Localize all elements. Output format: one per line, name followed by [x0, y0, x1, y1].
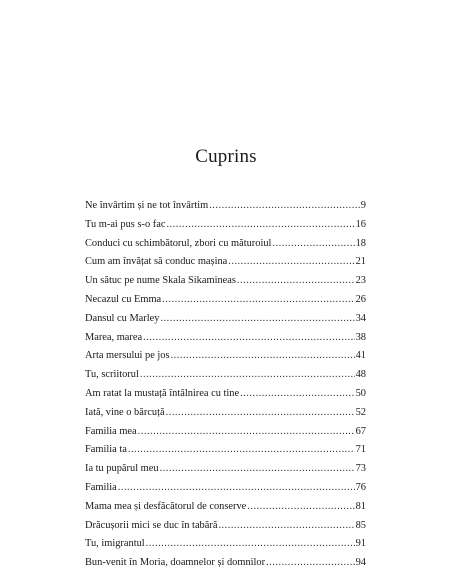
- toc-entry-label: Arta mersului pe jos: [85, 350, 170, 362]
- toc-entry-page: 71: [355, 444, 366, 456]
- toc-entry[interactable]: [85, 200, 366, 219]
- toc-leader-dots: [166, 407, 355, 418]
- toc-entry-label: Un sătuc pe nume Skala Sikamineas: [85, 275, 236, 287]
- toc-leader-dots: [143, 332, 355, 343]
- toc-entry-label: Drăcușorii mici se duc în tabără: [85, 519, 218, 531]
- toc-entry-page: 52: [355, 406, 366, 418]
- toc-entry-page: 38: [355, 331, 366, 343]
- toc-entry-label: Dansul cu Marley: [85, 312, 160, 324]
- toc-entry[interactable]: [85, 463, 366, 482]
- toc-entry-label: Am ratat la mustață întâlnirea cu tine: [85, 387, 240, 399]
- toc-entry[interactable]: [85, 350, 366, 369]
- toc-leader-dots: [247, 501, 354, 512]
- toc-entry-label: Tu m-ai pus s-o fac: [85, 218, 166, 230]
- toc-entry-page: 85: [355, 519, 366, 531]
- toc-entry[interactable]: [85, 426, 366, 445]
- toc-leader-dots: [266, 557, 355, 568]
- toc-entry[interactable]: [85, 538, 366, 557]
- toc-entry-label: Tu, imigrantul: [85, 538, 145, 550]
- toc-entry-label: Ne învârtim și ne tot învârtim: [85, 200, 209, 211]
- toc-entry-label: Cum am învățat să conduc mașina: [85, 256, 228, 268]
- toc-entry[interactable]: [85, 219, 366, 238]
- toc-leader-dots: [118, 482, 355, 493]
- toc-leader-dots: [128, 444, 355, 455]
- toc-entry-page: 16: [355, 218, 366, 230]
- toc-entry[interactable]: [85, 256, 366, 275]
- toc-entry-label: Ia tu pupărul meu: [85, 463, 159, 475]
- toc-entry-page: 73: [355, 463, 366, 475]
- toc-entry-label: Conduci cu schimbătorul, zbori cu măturoiul: [85, 237, 272, 249]
- toc-entry[interactable]: [85, 482, 366, 501]
- toc-entry[interactable]: [85, 369, 366, 388]
- toc-entry-page: 21: [355, 256, 366, 268]
- toc-entry-page: 9: [360, 200, 366, 211]
- toc-entry-page: 50: [355, 387, 366, 399]
- toc-entry-label: Iată, vine o bărcuță: [85, 406, 165, 418]
- toc-entry-label: Mama mea și desfăcătorul de conserve: [85, 500, 247, 512]
- toc-leader-dots: [272, 238, 354, 249]
- table-of-contents: [85, 200, 366, 576]
- toc-entry-page: 18: [355, 237, 366, 249]
- toc-entry[interactable]: [85, 332, 366, 351]
- toc-entry-page: 81: [355, 500, 366, 512]
- toc-entry[interactable]: [85, 557, 366, 576]
- toc-leader-dots: [160, 313, 354, 324]
- toc-leader-dots: [237, 275, 355, 286]
- toc-entry[interactable]: [85, 313, 366, 332]
- toc-entry-page: 34: [355, 312, 366, 324]
- toc-entry-label: Familia ta: [85, 444, 127, 456]
- toc-entry-page: 76: [355, 481, 366, 493]
- toc-entry[interactable]: [85, 444, 366, 463]
- toc-entry[interactable]: [85, 520, 366, 539]
- toc-leader-dots: [240, 388, 355, 399]
- toc-entry-page: 23: [355, 275, 366, 287]
- toc-entry[interactable]: [85, 501, 366, 520]
- toc-entry-page: 48: [355, 369, 366, 381]
- toc-leader-dots: [146, 538, 355, 549]
- toc-leader-dots: [162, 294, 354, 305]
- toc-entry[interactable]: [85, 407, 366, 426]
- toc-leader-dots: [218, 520, 354, 531]
- toc-entry-page: 67: [355, 425, 366, 437]
- toc-entry[interactable]: [85, 275, 366, 294]
- toc-leader-dots: [166, 219, 354, 230]
- toc-leader-dots: [171, 350, 355, 361]
- toc-entry-label: Marea, marea: [85, 331, 143, 343]
- toc-entry-label: Tu, scriitorul: [85, 369, 139, 381]
- toc-entry-page: 26: [355, 293, 366, 305]
- toc-leader-dots: [209, 200, 360, 211]
- toc-entry-label: Bun-venit în Moria, doamnelor și domnilor: [85, 557, 266, 569]
- toc-entry-label: Familia mea: [85, 425, 137, 437]
- toc-leader-dots: [160, 463, 355, 474]
- toc-entry-page: 41: [355, 350, 366, 362]
- toc-entry[interactable]: [85, 294, 366, 313]
- toc-leader-dots: [228, 256, 354, 267]
- toc-entry-page: 94: [355, 557, 366, 569]
- toc-entry[interactable]: [85, 388, 366, 407]
- page-title: Cuprins: [195, 146, 257, 167]
- toc-entry-label: Familia: [85, 481, 117, 493]
- toc-entry-label: Necazul cu Emma: [85, 293, 162, 305]
- toc-entry[interactable]: [85, 238, 366, 257]
- toc-entry-page: 91: [355, 538, 366, 550]
- toc-leader-dots: [140, 369, 355, 380]
- toc-leader-dots: [138, 426, 355, 437]
